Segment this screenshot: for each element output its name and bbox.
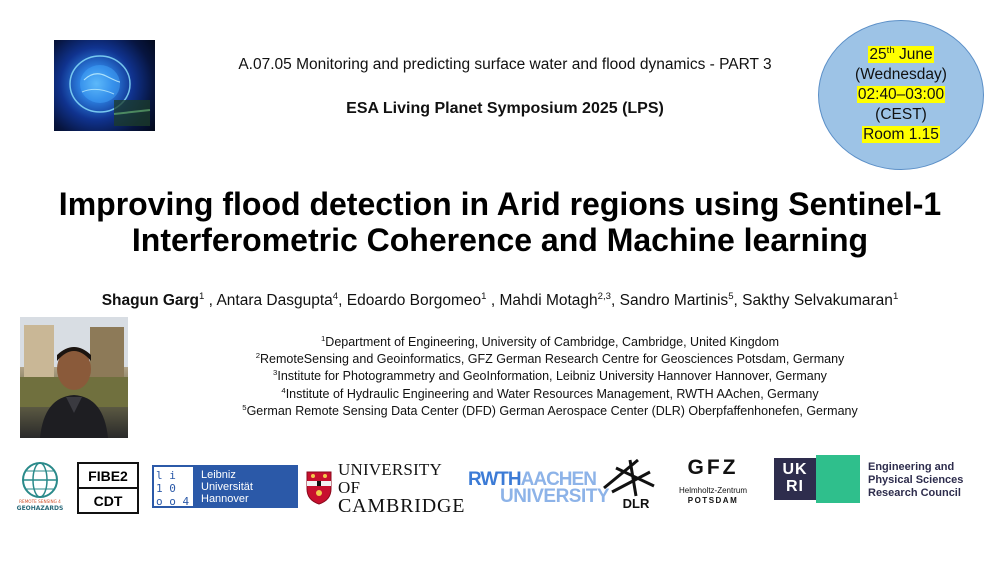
leibniz-line-3: Hannover (201, 493, 249, 505)
affiliation-text: Institute for Photogrammetry and GeoInformation, Leibniz University Hannover Hannover, Germany (277, 369, 827, 384)
author-separator: , (204, 292, 217, 309)
ukri-mark-row-1: UK (782, 461, 808, 478)
title-line-1: Improving flood detection in Arid regions using Sentinel-1 (58, 186, 942, 222)
fibe2-line-1: FIBE2 (88, 467, 128, 484)
cambridge-line-1: UNIVERSITY OF (338, 460, 442, 497)
author-separator: , (611, 292, 620, 309)
author-name: Sakthy Selvakumaran (742, 292, 893, 309)
author-affiliation-number: 4 (332, 290, 339, 302)
dlr-logo (596, 456, 662, 510)
affiliation-list (150, 334, 950, 420)
title-line-2: Interferometric Coherence and Machine learning (131, 222, 869, 258)
affiliation-text: Institute of Hydraulic Engineering and Water Resources Management, RWTH AAchen, Germany (285, 386, 819, 401)
geohazards-top-text: REMOTE SENSING 4 (19, 499, 61, 504)
epsrc-line-3: Research Council (868, 487, 961, 499)
author-name: Sandro Martinis (619, 292, 729, 309)
author-name: Shagun Garg (101, 292, 200, 309)
affiliation-item (150, 368, 950, 385)
schedule-date (868, 45, 933, 65)
affiliation-text: Department of Engineering, University of Cambridge, Cambridge, United Kingdom (325, 335, 779, 349)
rwth-part-1: RWTH (468, 469, 521, 490)
ukri-mark-row-2: RI (786, 478, 804, 495)
leibniz-mark-row-3: o o 4 (156, 495, 190, 508)
affiliation-number: 5 (242, 402, 247, 412)
affiliation-item (150, 403, 950, 420)
epsrc-line-1: Engineering and (868, 461, 955, 473)
dlr-mark-icon (596, 456, 662, 510)
leibniz-line-1: Leibniz (201, 469, 236, 481)
affiliation-number: 4 (281, 385, 286, 395)
affiliation-text: German Remote Sensing Data Center (DFD) German Aerospace Center (DLR) Oberpfaffenhonefen, Germany (246, 403, 858, 418)
author-affiliation-number: 1 (199, 290, 205, 302)
leibniz-mark-row-1: l i (156, 469, 176, 482)
geohazards-globe-icon (14, 456, 66, 512)
rwth-logo (468, 469, 610, 509)
epsrc-wordmark (860, 455, 963, 503)
epsrc-line-2: Physical Sciences (868, 474, 964, 486)
cambridge-logo (306, 460, 466, 517)
author-affiliation-number: 5 (728, 290, 734, 302)
schedule-day-suffix: th (886, 44, 895, 56)
author-affiliation-number: 1 (892, 290, 899, 302)
gfz-logo (672, 456, 754, 510)
author-separator: , (733, 292, 743, 309)
epsrc-green-block (816, 455, 860, 503)
gfz-line-3: POTSDAM (687, 496, 739, 505)
author-separator: , (486, 292, 500, 309)
leibniz-wordmark (195, 465, 259, 508)
dlr-text: DLR (622, 496, 650, 510)
cambridge-shield-icon (306, 471, 332, 505)
affiliation-number: 2 (255, 351, 261, 361)
author-separator: , (338, 292, 347, 309)
schedule-date-highlight (868, 46, 933, 63)
globe-graphic (54, 40, 155, 131)
session-title: A.07.05 Monitoring and predicting surface water and flood dynamics - PART 3 (238, 56, 772, 73)
author-name: Edoardo Borgomeo (346, 292, 482, 309)
leibniz-line-2: Universität (201, 481, 253, 493)
schedule-timezone: (CEST) (875, 106, 927, 123)
schedule-month: June (894, 46, 933, 63)
author-name: Antara Dasgupta (216, 292, 333, 309)
affiliation-text: RemoteSensing and Geoinformatics, GFZ German Research Centre for Geosciences Potsdam, Germany (260, 352, 845, 367)
presenter-photo-graphic (20, 317, 128, 438)
affiliation-item (150, 386, 950, 403)
leibniz-mark-row-2: 1 0 (156, 482, 176, 495)
geohazards-logo (14, 456, 66, 512)
fibe2-line-2: CDT (79, 487, 137, 512)
presentation-title (0, 186, 1000, 258)
schedule-time: 02:40–03:00 (857, 86, 945, 103)
rwth-part-2: AACHEN (520, 469, 596, 490)
schedule-day: 25 (869, 46, 887, 63)
author-affiliation-number: 1 (481, 290, 487, 302)
geohazards-bottom-text: GEOHAZARDS (16, 505, 64, 512)
ukri-mark (774, 458, 816, 500)
ukri-epsrc-logo (774, 455, 964, 503)
gfz-line-2: Helmholtz-Zentrum (678, 486, 747, 495)
schedule-badge (818, 20, 984, 170)
affiliation-number: 1 (320, 333, 326, 343)
fibe2-logo (77, 462, 139, 514)
author-name: Mahdi Motagh (499, 292, 598, 309)
cambridge-wordmark (338, 461, 465, 515)
leibniz-logo (152, 465, 298, 508)
schedule-weekday: (Wednesday) (855, 66, 947, 83)
author-affiliation-number: 2,3 (597, 290, 612, 302)
schedule-room: Room 1.15 (863, 126, 939, 143)
cambridge-line-2: CAMBRIDGE (338, 495, 466, 517)
flood-globe-image (54, 40, 155, 131)
affiliation-item (150, 334, 950, 351)
affiliation-number: 3 (273, 368, 278, 378)
leibniz-mark (152, 465, 195, 508)
presenter-photo (20, 317, 128, 438)
gfz-line-1: GFZ (687, 456, 739, 479)
symposium-name: ESA Living Planet Symposium 2025 (LPS) (346, 100, 664, 117)
author-list (30, 292, 970, 310)
affiliation-item (150, 351, 950, 368)
rwth-line-2: UNIVERSITY (500, 486, 610, 507)
